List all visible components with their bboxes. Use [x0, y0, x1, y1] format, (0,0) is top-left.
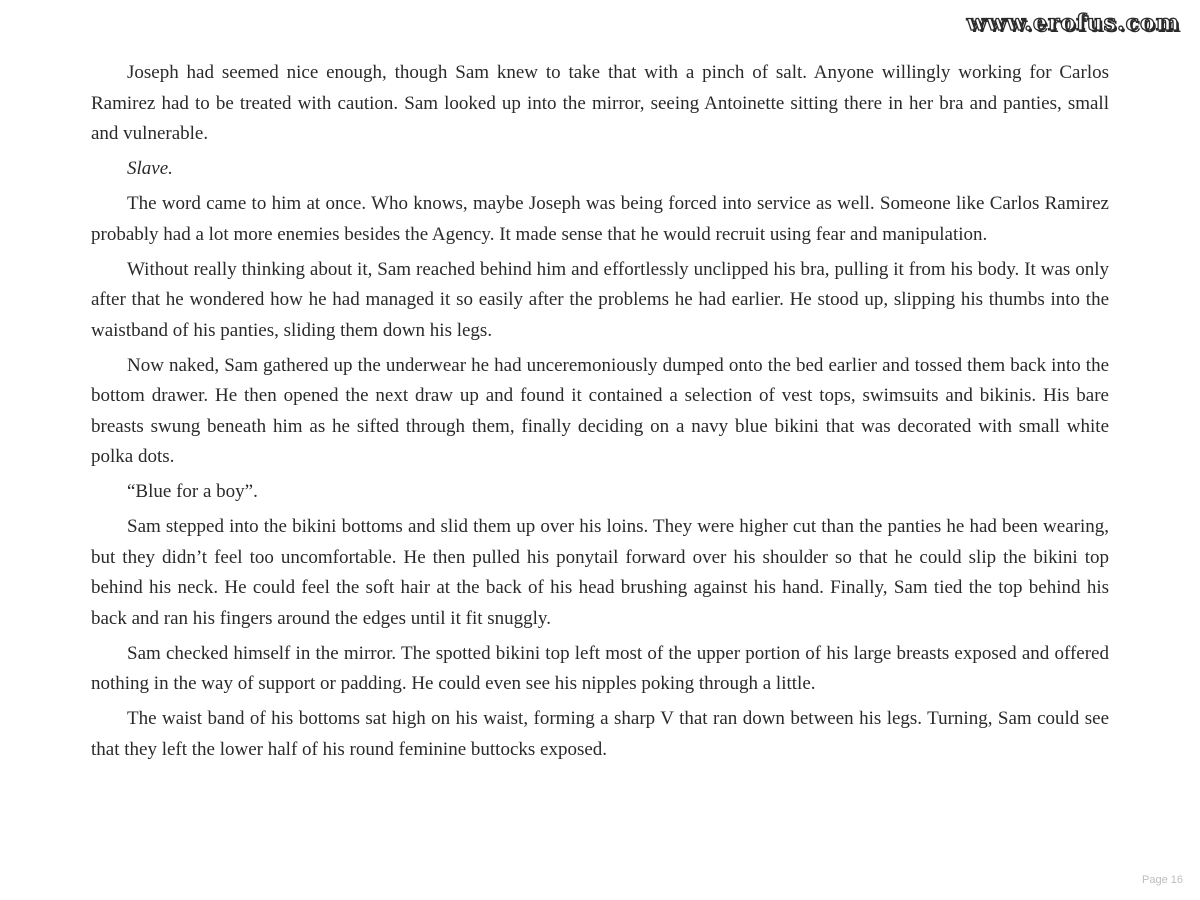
story-text: [91, 58, 1109, 770]
site-watermark: www.erofus.com: [966, 10, 1180, 36]
paragraph: Sam stepped into the bikini bottoms and slid them up over his loins. They were higher cut than the panties he had been wearing, but they didn’t feel too uncomfortable. He then pulled his ponytail forward over his shoulder so that he could slip the bikini top behind his neck. He could feel the soft hair at the back of his head brushing against his hand. Finally, Sam tied the top behind his back and ran his fingers around the edges until it fit snuggly.: [91, 516, 1109, 629]
paragraph: Sam checked himself in the mirror. The spotted bikini top left most of the upper portion of his large breasts exposed and offered nothing in the way of support or padding. He could even see his nipples poking through a little.: [91, 642, 1109, 694]
paragraph: Joseph had seemed nice enough, though Sam knew to take that with a pinch of salt. Anyone willingly working for Carlos Ramirez had to be treated with caution. Sam looked up into the mirror, seeing Antoinette sitting there in her bra and panties, small and vulnerable.: [91, 62, 1109, 144]
paragraph: Without really thinking about it, Sam reached behind him and effortlessly unclipped his bra, pulling it from his body. It was only after that he wondered how he had managed it so easily after the problems he had earlier. He stood up, slipping his thumbs into the waistband of his panties, sliding them down his legs.: [91, 258, 1109, 341]
paragraph: The waist band of his bottoms sat high on his waist, forming a sharp V that ran down between his legs. Turning, Sam could see that they left the lower half of his round feminine buttocks exposed.: [91, 708, 1109, 760]
paragraph: The word came to him at once. Who knows, maybe Joseph was being forced into service as well. Someone like Carlos Ramirez probably had a lot more enemies besides the Agency. It made sense that he would recruit using fear and manipulation.: [91, 193, 1109, 245]
page-number: Page 16: [1142, 874, 1183, 886]
paragraph: “Blue for a boy”.: [127, 481, 258, 502]
paragraph-italic: Slave.: [127, 158, 173, 179]
paragraph: Now naked, Sam gathered up the underwear he had unceremoniously dumped onto the bed earlier and tossed them back into the bottom drawer. He then opened the next draw up and found it contained a selection of vest tops, swimsuits and bikinis. His bare breasts swung beneath him as he sifted through them, finally deciding on a navy blue bikini that was decorated with small white polka dots.: [91, 354, 1109, 467]
